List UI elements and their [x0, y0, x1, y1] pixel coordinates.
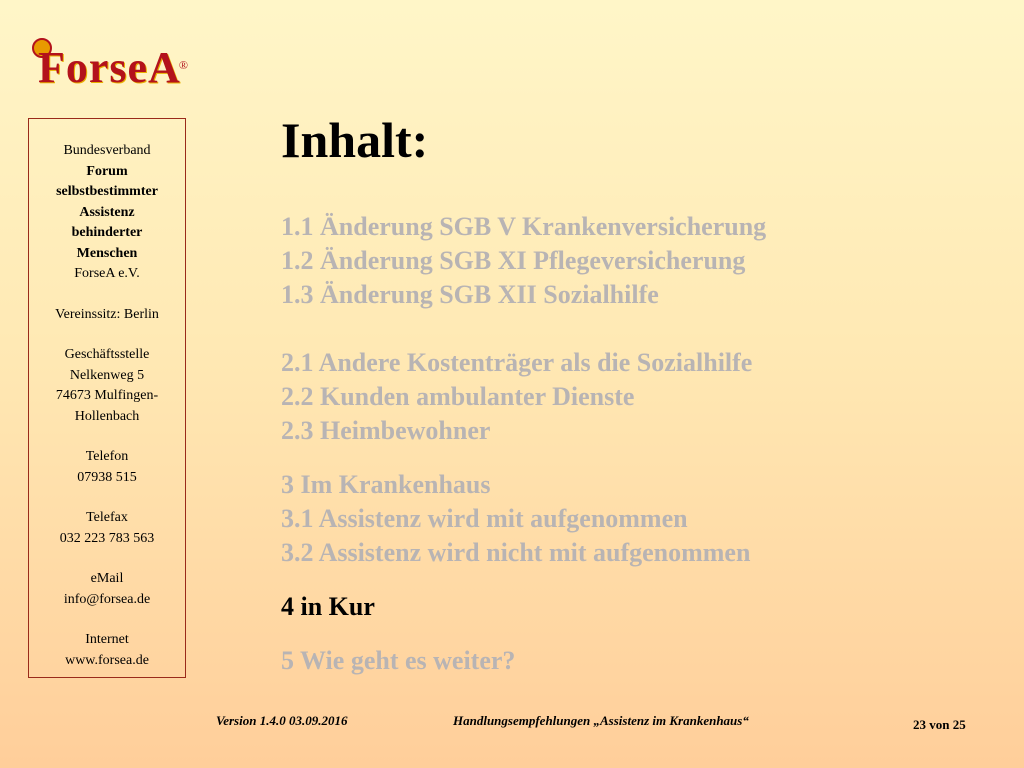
toc-item: 5 Wie geht es weiter?	[281, 646, 516, 675]
toc-item: 1.3 Änderung SGB XII Sozialhilfe	[281, 280, 659, 309]
org-line: Assistenz	[79, 204, 135, 220]
footer-document-title: Handlungsempfehlungen „Assistenz im Krankenhaus“	[453, 713, 749, 728]
web-address: www.forsea.de	[65, 652, 149, 668]
email-address: info@forsea.de	[63, 591, 151, 607]
logo-registered-mark: ®	[178, 58, 188, 72]
org-line: behinderter	[71, 225, 143, 240]
office-label: Geschäftsstelle	[64, 347, 150, 362]
city-text: 74673 Mulfingen-	[55, 388, 159, 403]
toc-item: 3.2 Assistenz wird nicht mit aufgenommen	[281, 538, 751, 567]
org-line: selbstbestimmter	[56, 184, 158, 199]
phone-number: 07938 515	[77, 469, 137, 485]
forsea-logo	[20, 38, 190, 96]
fax-label: Telefax	[86, 510, 128, 525]
logo-text: ForseA	[38, 43, 181, 92]
org-line: Menschen	[76, 245, 138, 261]
org-line: ForseA e.V.	[74, 266, 140, 281]
seat-text: Vereinssitz: Berlin	[55, 306, 159, 322]
footer-version: Version 1.4.0 03.09.2016	[216, 713, 348, 728]
email-label: eMail	[90, 571, 124, 586]
org-line: Forum	[86, 163, 128, 179]
fax-number: 032 223 783 563	[59, 530, 155, 546]
toc-item: 2.3 Heimbewohner	[281, 416, 491, 445]
toc-item: 3 Im Krankenhaus	[281, 470, 491, 499]
city-text: Hollenbach	[74, 408, 140, 424]
table-of-contents	[281, 210, 766, 678]
toc-item: 1.1 Änderung SGB V Krankenversicherung	[281, 212, 767, 241]
web-label: Internet	[85, 632, 129, 647]
org-line: Bundesverband	[63, 143, 151, 158]
contact-sidebar	[28, 118, 186, 678]
toc-item: 2.1 Andere Kostenträger als die Sozialhilfe	[281, 348, 753, 377]
toc-item-active: 4 in Kur	[281, 592, 375, 621]
phone-label: Telefon	[85, 449, 129, 464]
street-text: Nelkenweg 5	[69, 367, 145, 383]
toc-item: 1.2 Änderung SGB XI Pflegeversicherung	[281, 246, 746, 275]
toc-item: 3.1 Assistenz wird mit aufgenommen	[281, 504, 688, 533]
page-number: 23 von 25	[913, 717, 966, 732]
toc-item: 2.2 Kunden ambulanter Dienste	[281, 382, 635, 411]
page-title: Inhalt:	[281, 112, 429, 168]
